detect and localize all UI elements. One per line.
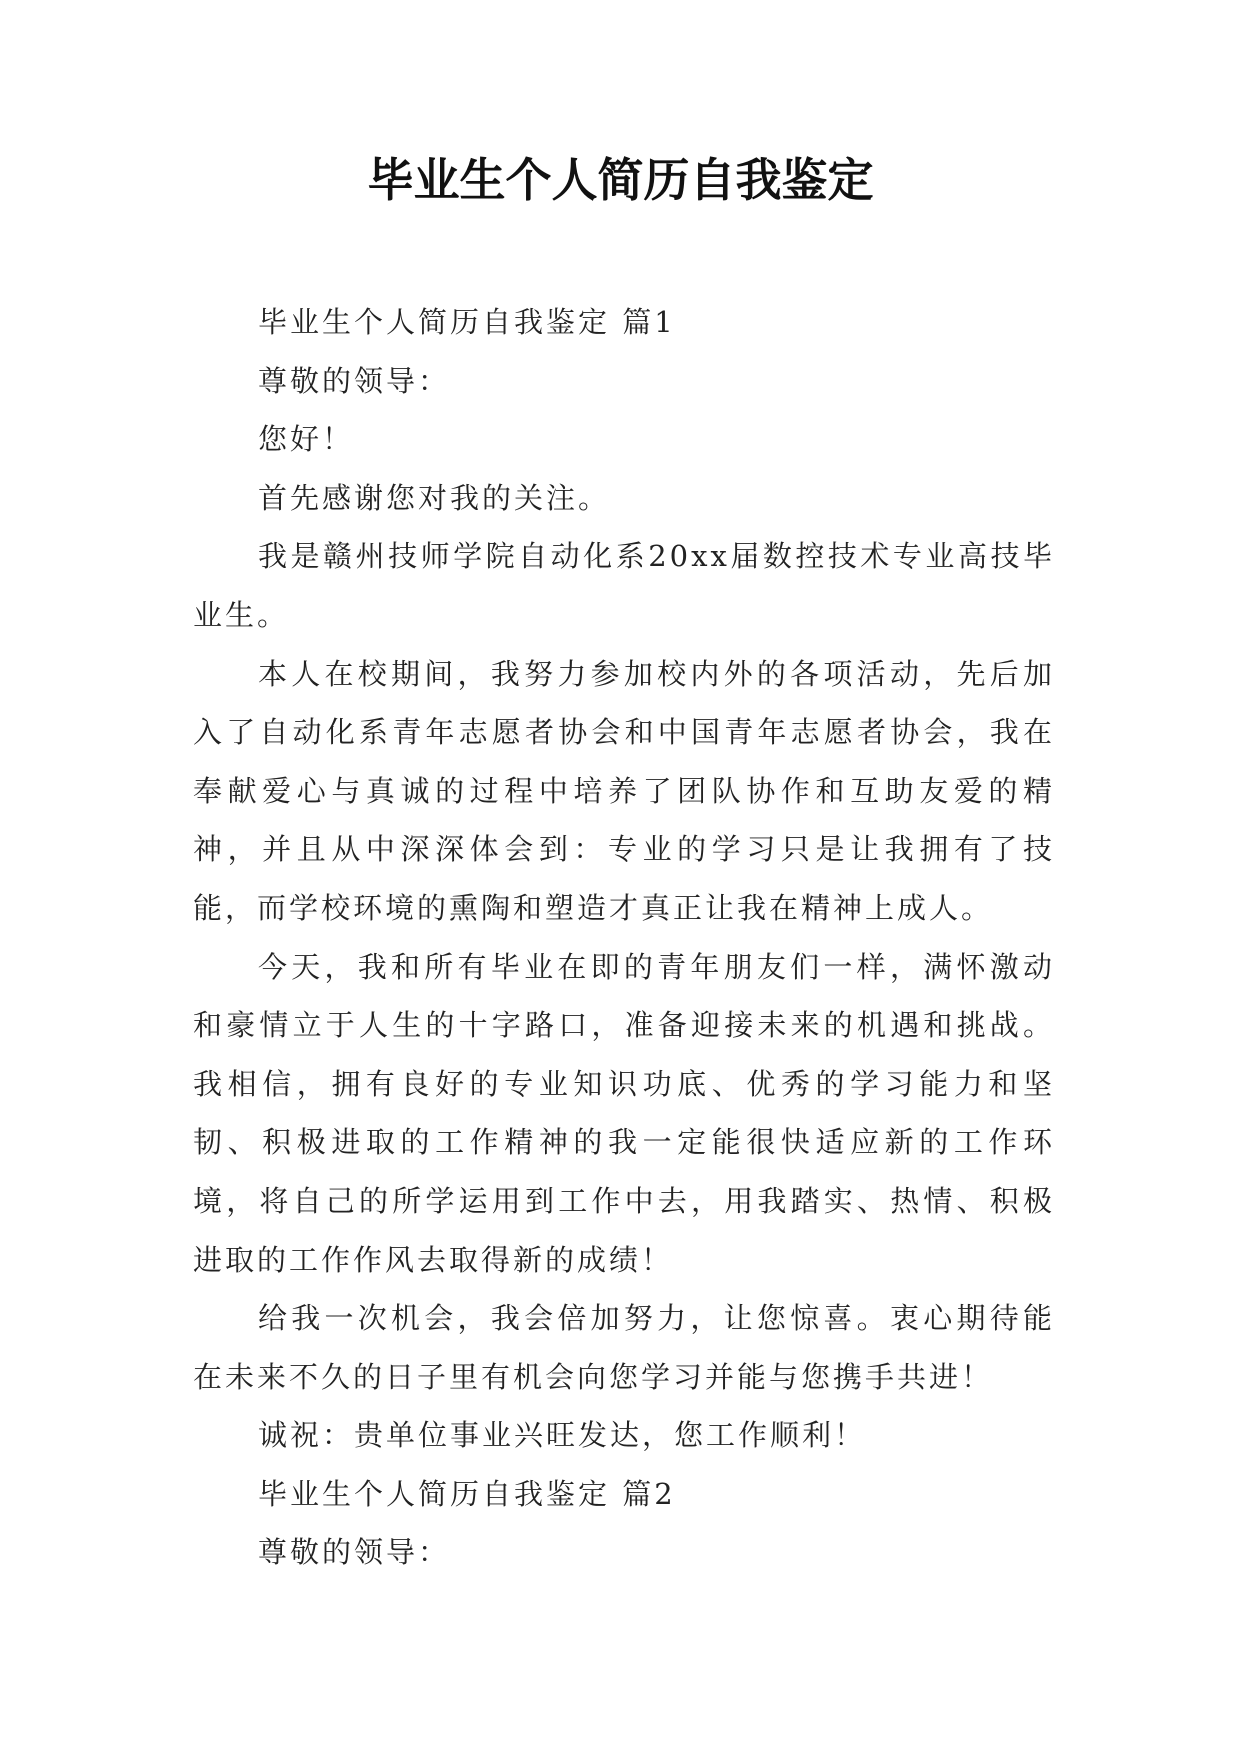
greeting: 您好！: [258, 422, 355, 457]
salutation-2: 尊敬的领导：: [258, 1535, 451, 1570]
paragraph-activities: 本人在校期间，我努力参加校内外的各项活动，先后加入了自动化系青年志愿者协会和中国青年志愿者协会，我在奉献爱心与真诚的过程中培养了团队协作和互助友爱的精神，并且从中深深体会到：专业的学习只是让我拥有了技能，而学校环境的熏陶和塑造才真正让我在精神上成人。: [193, 656, 1055, 925]
paragraph-future: 今天，我和所有毕业在即的青年朋友们一样，满怀激动和豪情立于人生的十字路口，准备迎接未来的机遇和挑战。我相信，拥有良好的专业知识功底、优秀的学习能力和坚韧、积极进取的工作精神的我一定能很快适应新的工作环境，将自己的所学运用到工作中去，用我踏实、热情、积极进取的工作作风去取得新的成绩！: [193, 949, 1055, 1277]
paragraph-intro: 我是赣州技师学院自动化系20xx届数控技术专业高技毕业生。: [193, 539, 1055, 632]
document-title: 毕业生个人简历自我鉴定: [367, 153, 874, 207]
section-heading-2: 毕业生个人简历自我鉴定 篇2: [258, 1476, 676, 1511]
salutation: 尊敬的领导：: [258, 363, 451, 398]
document-body: [193, 293, 1055, 1582]
section-heading-1: 毕业生个人简历自我鉴定 篇1: [258, 305, 676, 339]
paragraph-request: 给我一次机会，我会倍加努力，让您惊喜。衷心期待能在未来不久的日子里有机会向您学习并能与您携手共进！: [193, 1301, 1055, 1394]
closing-wish: 诚祝：贵单位事业兴旺发达，您工作顺利！: [258, 1418, 867, 1453]
paragraph-thanks: 首先感谢您对我的关注。: [258, 480, 611, 515]
